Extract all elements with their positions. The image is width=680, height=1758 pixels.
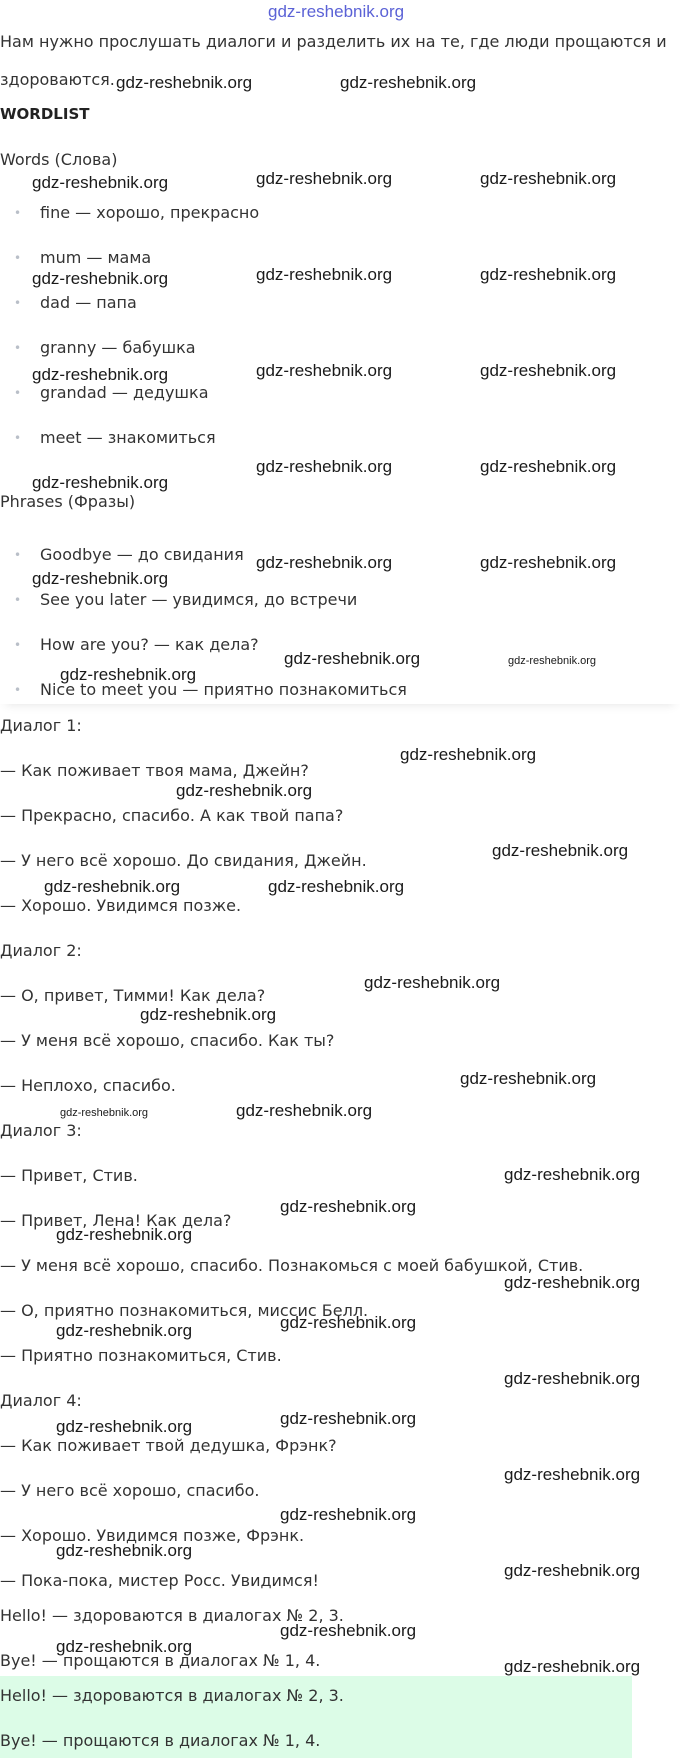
watermark: gdz-reshebnik.org	[60, 1107, 149, 1119]
dialog-line: — Неплохо, спасибо.	[0, 1076, 176, 1095]
watermark: gdz-reshebnik.org	[56, 1417, 193, 1436]
watermark: gdz-reshebnik.org	[32, 173, 169, 192]
list-item: • Nice to meet you — приятно познакомиться	[18, 680, 407, 700]
watermark: gdz-reshebnik.org	[504, 1273, 641, 1292]
watermark: gdz-reshebnik.org	[32, 269, 169, 288]
list-item: • dad — папа	[18, 293, 137, 313]
watermark: gdz-reshebnik.org	[256, 265, 393, 284]
answer-bye: Bye! — прощаются в диалогах № 1, 4.	[0, 1731, 321, 1750]
watermark: gdz-reshebnik.org	[56, 1637, 193, 1656]
watermark: gdz-reshebnik.org	[364, 973, 501, 992]
watermark: gdz-reshebnik.org	[492, 841, 629, 860]
dialog-line: — У меня всё хорошо, спасибо. Как ты?	[0, 1031, 335, 1050]
phrases-heading: Phrases (Фразы)	[0, 492, 136, 511]
dialog-line: — Приятно познакомиться, Стив.	[0, 1346, 282, 1365]
watermark: gdz-reshebnik.org	[32, 473, 169, 492]
watermark: gdz-reshebnik.org	[32, 365, 169, 384]
list-item: • granny — бабушка	[18, 338, 196, 358]
dialog-line: — Привет, Стив.	[0, 1166, 138, 1185]
dialog-line: — Привет, Лена! Как дела?	[0, 1211, 232, 1230]
watermark: gdz-reshebnik.org	[256, 361, 393, 380]
dialog-line: — У него всё хорошо. До свидания, Джейн.	[0, 851, 367, 870]
list-item: • Goodbye — до свидания	[18, 545, 244, 565]
watermark: gdz-reshebnik.org	[280, 1505, 417, 1524]
watermark: gdz-reshebnik.org	[480, 265, 617, 284]
intro-line-2: здороваются.	[0, 70, 115, 89]
summary-hello: Hello! — здороваются в диалогах № 2, 3.	[0, 1606, 344, 1625]
watermark: gdz-reshebnik.org	[400, 745, 537, 764]
list-item: • grandad — дедушка	[18, 383, 209, 403]
watermark: gdz-reshebnik.org	[504, 1657, 641, 1676]
intro-line-1: Нам нужно прослушать диалоги и разделить их на те, где люди прощаются и	[0, 32, 667, 51]
watermark: gdz-reshebnik.org	[504, 1465, 641, 1484]
watermark: gdz-reshebnik.org	[268, 877, 405, 896]
dialog-line: — Хорошо. Увидимся позже.	[0, 896, 242, 915]
watermark: gdz-reshebnik.org	[504, 1165, 641, 1184]
watermark: gdz-reshebnik.org	[280, 1621, 417, 1640]
watermark: gdz-reshebnik.org	[140, 1005, 277, 1024]
watermark: gdz-reshebnik.org	[56, 1321, 193, 1340]
watermark: gdz-reshebnik.org	[256, 169, 393, 188]
list-item: • fine — хорошо, прекрасно	[18, 203, 259, 223]
watermark: gdz-reshebnik.org	[236, 1101, 373, 1120]
watermark: gdz-reshebnik.org	[256, 553, 393, 572]
watermark-top: gdz-reshebnik.org	[268, 2, 405, 21]
dialog-line: — Пока-пока, мистер Росс. Увидимся!	[0, 1571, 319, 1590]
watermark: gdz-reshebnik.org	[480, 361, 617, 380]
watermark: gdz-reshebnik.org	[460, 1069, 597, 1088]
watermark: gdz-reshebnik.org	[56, 1225, 193, 1244]
dialog-title: Диалог 1:	[0, 716, 82, 735]
list-item: • mum — мама	[18, 248, 151, 268]
watermark: gdz-reshebnik.org	[504, 1561, 641, 1580]
dialog-line: — Как поживает твоя мама, Джейн?	[0, 761, 309, 780]
watermark: gdz-reshebnik.org	[32, 569, 169, 588]
watermark: gdz-reshebnik.org	[280, 1409, 417, 1428]
watermark: gdz-reshebnik.org	[508, 655, 597, 667]
dialog-title: Диалог 2:	[0, 941, 82, 960]
answer-hello: Hello! — здороваются в диалогах № 2, 3.	[0, 1686, 344, 1705]
watermark: gdz-reshebnik.org	[176, 781, 313, 800]
watermark: gdz-reshebnik.org	[116, 73, 253, 92]
dialog-line: — О, приятно познакомиться, миссис Белл.	[0, 1301, 369, 1320]
watermark: gdz-reshebnik.org	[480, 553, 617, 572]
watermark: gdz-reshebnik.org	[284, 649, 421, 668]
dialog-title: Диалог 3:	[0, 1121, 82, 1140]
list-item: • How are you? — как дела?	[18, 635, 259, 655]
watermark: gdz-reshebnik.org	[56, 1541, 193, 1560]
dialog-line: — У него всё хорошо, спасибо.	[0, 1481, 260, 1500]
dialog-title: Диалог 4:	[0, 1391, 82, 1410]
list-item: • meet — знакомиться	[18, 428, 216, 448]
watermark: gdz-reshebnik.org	[280, 1197, 417, 1216]
watermark: gdz-reshebnik.org	[480, 457, 617, 476]
words-heading: Words (Слова)	[0, 150, 118, 169]
dialog-line: — Хорошо. Увидимся позже, Фрэнк.	[0, 1526, 305, 1545]
list-item: • See you later — увидимся, до встречи	[18, 590, 357, 610]
watermark: gdz-reshebnik.org	[340, 73, 477, 92]
watermark: gdz-reshebnik.org	[60, 665, 197, 684]
wordlist-title: WORDLIST	[0, 105, 90, 123]
watermark: gdz-reshebnik.org	[280, 1313, 417, 1332]
watermark: gdz-reshebnik.org	[480, 169, 617, 188]
dialog-line: — О, привет, Тимми! Как дела?	[0, 986, 266, 1005]
watermark: gdz-reshebnik.org	[256, 457, 393, 476]
dialog-line: — У меня всё хорошо, спасибо. Познакомься с моей бабушкой, Стив.	[0, 1256, 584, 1275]
summary-bye: Bye! — прощаются в диалогах № 1, 4.	[0, 1651, 321, 1670]
dialog-line: — Прекрасно, спасибо. А как твой папа?	[0, 806, 344, 825]
watermark: gdz-reshebnik.org	[504, 1369, 641, 1388]
watermark: gdz-reshebnik.org	[44, 877, 181, 896]
dialog-line: — Как поживает твой дедушка, Фрэнк?	[0, 1436, 337, 1455]
